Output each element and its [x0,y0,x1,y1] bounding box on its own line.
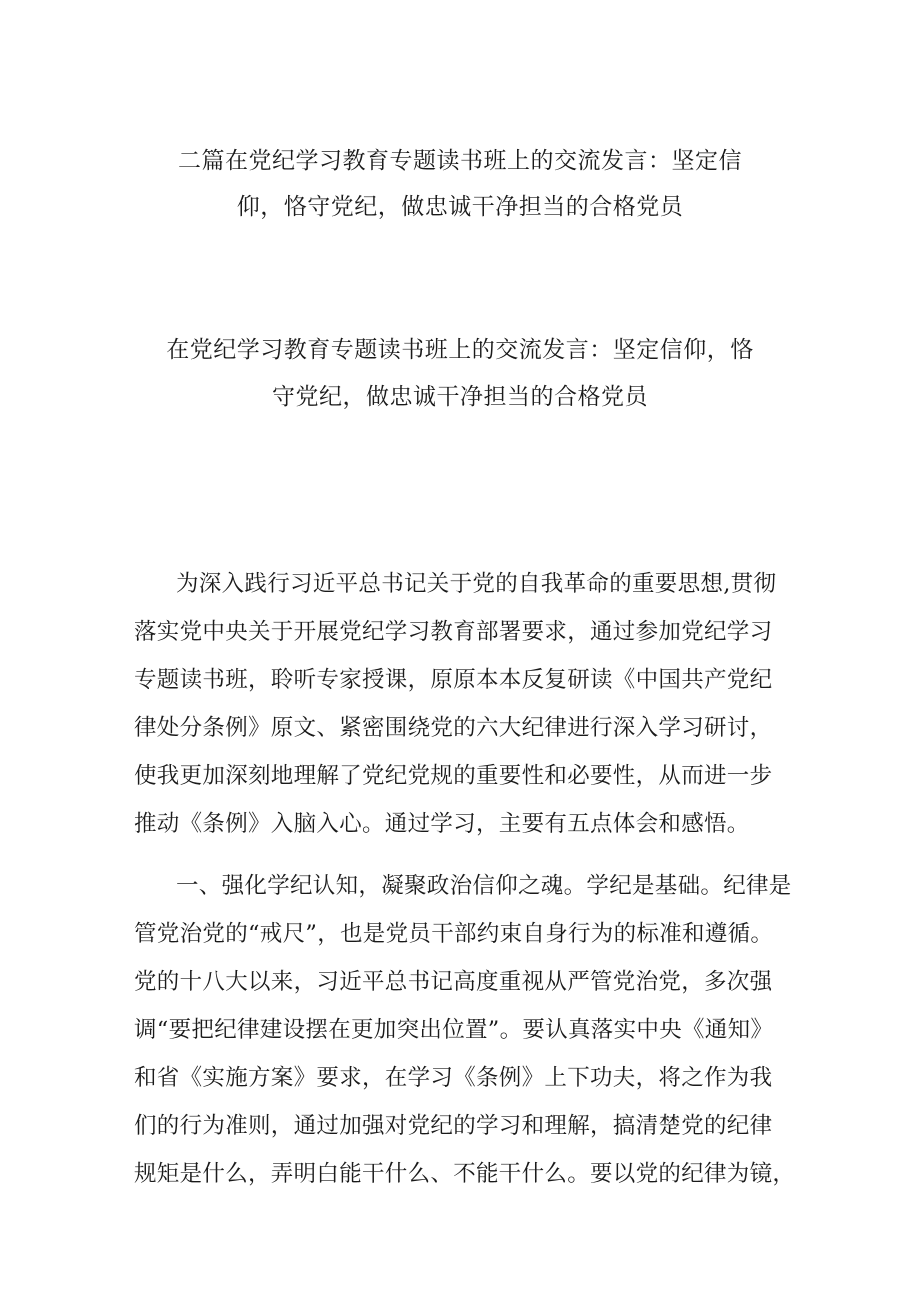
paragraph-1-line: 专题读书班，聆听专家授课，原原本本反复研读《中国共产党纪 [134,667,773,693]
sub-title-line-1: 在党纪学习教育专题读书班上的交流发言：坚定信仰，恪 [166,337,754,363]
paragraph-1-line: 落实党中央关于开展党纪学习教育部署要求，通过参加党纪学习 [134,619,773,645]
paragraph-2-line: 和省《实施方案》要求，在学习《条例》上下功夫，将之作为我 [134,1065,773,1091]
paragraph-2-line: 一、强化学纪认知，凝聚政治信仰之魂。学纪是基础。纪律是 [176,873,792,899]
paragraph-1-line: 使我更加深刻地理解了党纪党规的重要性和必要性，从而进一步 [134,763,773,789]
paragraph-1-line: 律处分条例》原文、紧密围绕党的六大纪律进行深入学习研讨， [134,715,773,741]
paragraph-1-line: 推动《条例》入脑入心。通过学习，主要有五点体会和感悟。 [134,811,750,837]
paragraph-2-line: 调“要把纪律建设摆在更加突出位置”。要认真落实中央《通知》 [134,1017,774,1043]
sub-title-line-2: 守党纪，做忠诚干净担当的合格党员 [272,384,648,410]
main-title-line-2: 仰，恪守党纪，做忠诚干净担当的合格党员 [236,194,684,220]
paragraph-2-line: 管党治党的“戒尺”，也是党员干部约束自身行为的标准和遵循。 [134,921,774,947]
paragraph-2-line: 党的十八大以来，习近平总书记高度重视从严管党治党，多次强 [134,969,773,995]
paragraph-1-line: 为深入践行习近平总书记关于党的自我革命的重要思想,贯彻 [176,571,777,597]
main-title-line-1: 二篇在党纪学习教育专题读书班上的交流发言：坚定信 [178,148,742,174]
paragraph-2-line: 们的行为准则，通过加强对党纪的学习和理解，搞清楚党的纪律 [134,1113,773,1139]
paragraph-2-line: 规矩是什么，弄明白能干什么、不能干什么。要以党的纪律为镜， [134,1161,796,1187]
